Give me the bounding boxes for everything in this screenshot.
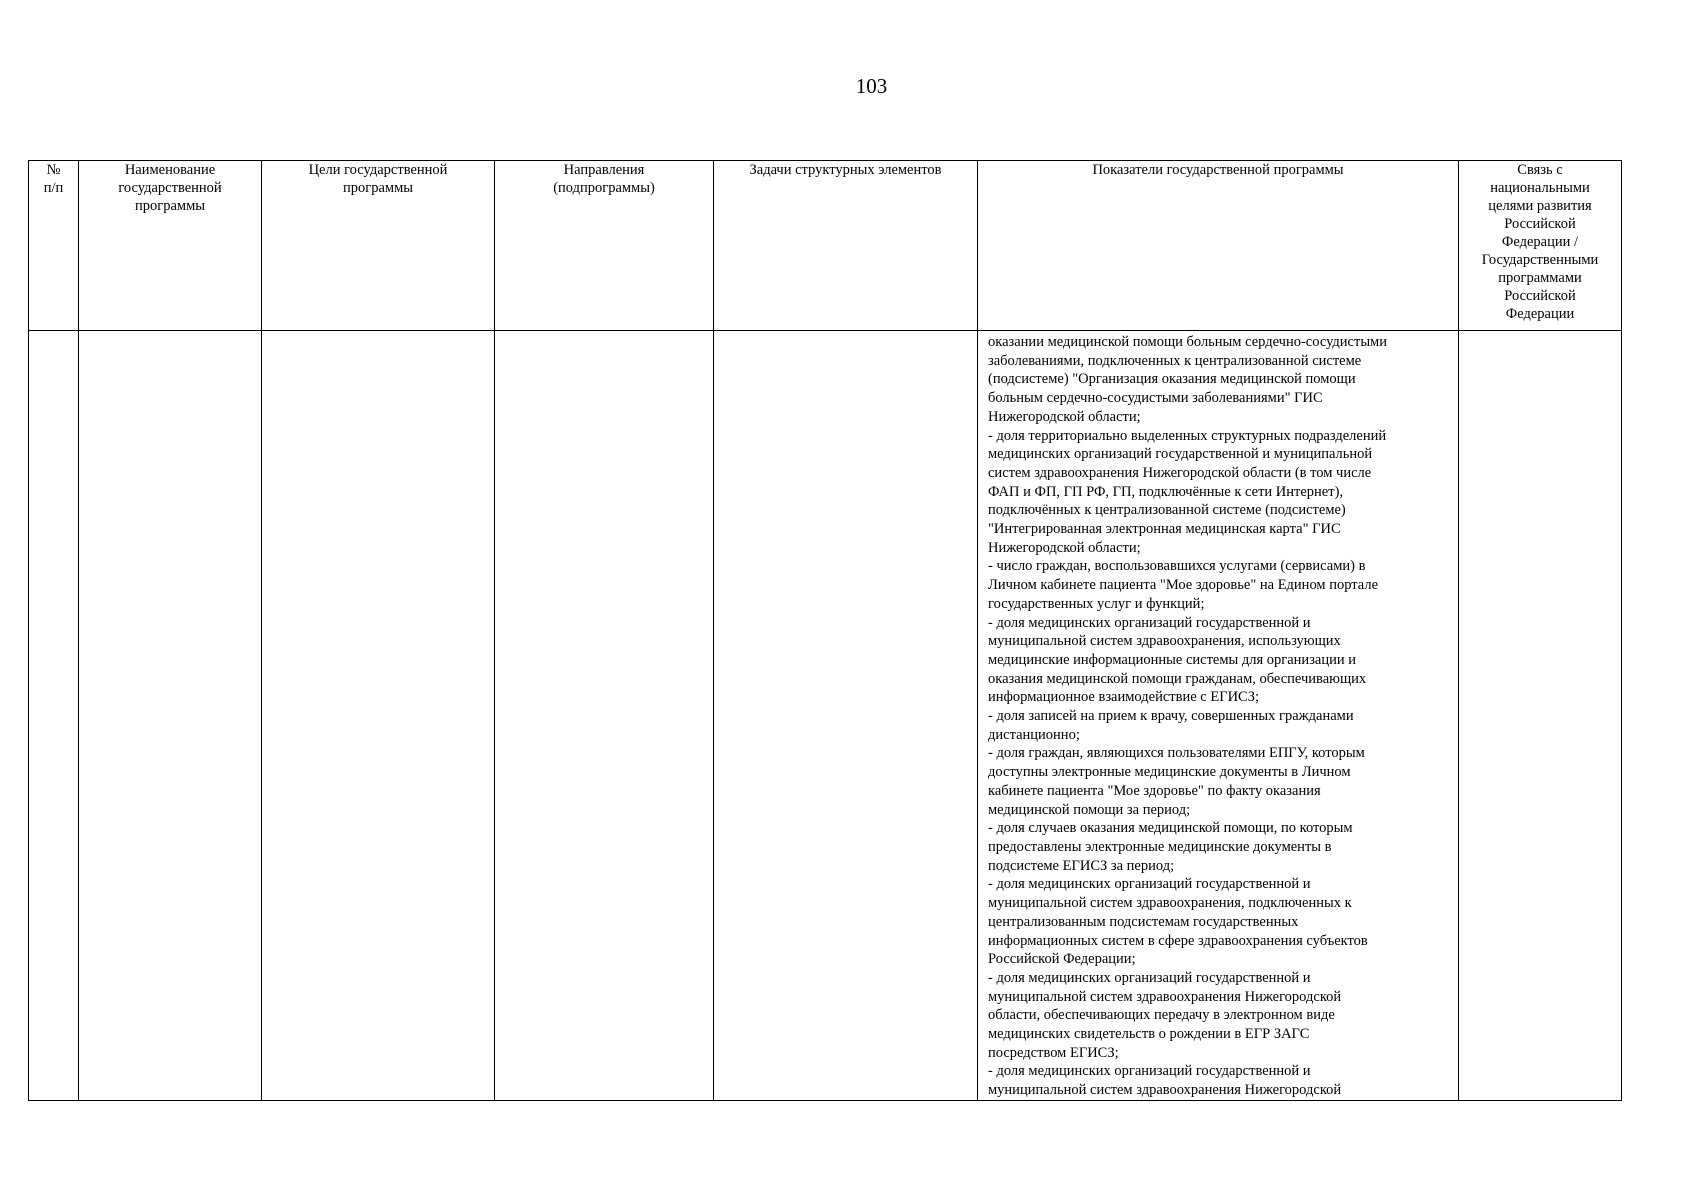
- cell-number: [29, 331, 79, 1101]
- indicator-text-line: муниципальной систем здравоохранения, подключенных к: [988, 895, 1352, 912]
- indicator-text-line: - доля медицинских организаций государственной и: [988, 876, 1311, 893]
- indicator-text-line: заболеваниями, подключенных к централизованной системе: [988, 352, 1362, 369]
- cell-tasks: [714, 331, 978, 1101]
- indicator-text-line: - доля территориально выделенных структурных подразделений: [988, 427, 1387, 444]
- indicator-text-line: медицинских организаций государственной и муниципальной: [988, 446, 1373, 463]
- indicator-text-line: оказания медицинской помощи гражданам, обеспечивающих: [988, 670, 1367, 687]
- indicator-text-line: - доля медицинских организаций государственной и: [988, 1063, 1311, 1080]
- indicator-text-line: Российской Федерации;: [988, 951, 1136, 968]
- indicator-text-line: больным сердечно-сосудистыми заболеваниями" ГИС: [988, 390, 1323, 407]
- header-program-goals: [262, 161, 495, 331]
- indicator-text-line: кабинете пациента "Мое здоровье" по факту оказания: [988, 782, 1321, 799]
- indicator-text-line: медицинской помощи за период;: [988, 801, 1191, 818]
- indicator-text-line: Нижегородской области;: [988, 408, 1141, 425]
- header-program-name: [79, 161, 262, 331]
- indicator-text-line: Личном кабинете пациента "Мое здоровье" на Едином портале: [988, 577, 1379, 594]
- indicator-text-line: - доля записей на прием к врачу, совершенных гражданами: [988, 708, 1354, 725]
- header-label: Цели государственной программы: [308, 162, 448, 196]
- indicator-text-line: области, обеспечивающих передачу в электронном виде: [988, 1007, 1335, 1024]
- header-indicators: [978, 161, 1459, 331]
- indicator-text-line: централизованным подсистемам государственных: [988, 913, 1299, 930]
- header-label: № п/п: [43, 162, 64, 196]
- indicator-text-line: муниципальной систем здравоохранения Нижегородской: [988, 1082, 1342, 1099]
- indicator-text-line: "Интегрированная электронная медицинская карта" ГИС: [988, 521, 1341, 538]
- indicator-text-line: - число граждан, воспользовавшихся услугами (сервисами) в: [988, 558, 1366, 575]
- cell-national-goals-link: [1459, 331, 1622, 1101]
- program-table: [28, 160, 1622, 1101]
- table-header-row: [29, 161, 1622, 331]
- header-number: [29, 161, 79, 331]
- indicator-text-line: подсистеме ЕГИСЗ за период;: [988, 857, 1175, 874]
- header-label: Связь с национальными целями развития Российской Федерации / Государственными программами Российской Федерации: [1481, 162, 1599, 322]
- indicator-text-line: - доля медицинских организаций государственной и: [988, 614, 1311, 631]
- header-directions: [495, 161, 714, 331]
- table-row: [29, 331, 1622, 1101]
- indicator-text-line: дистанционно;: [988, 726, 1080, 743]
- header-label: Показатели государственной программы: [1092, 162, 1344, 178]
- indicator-text-line: Нижегородской области;: [988, 539, 1141, 556]
- indicator-text-line: - доля граждан, являющихся пользователями ЕПГУ, которым: [988, 745, 1365, 762]
- indicator-text-line: посредством ЕГИСЗ;: [988, 1044, 1119, 1061]
- indicator-text-line: ФАП и ФП, ГП РФ, ГП, подключённые к сети Интернет),: [988, 483, 1344, 500]
- header-label: Направления (подпрограммы): [553, 162, 655, 196]
- indicator-text-line: подключённых к централизованной системе (подсистеме): [988, 502, 1346, 519]
- cell-directions: [495, 331, 714, 1101]
- indicator-text-line: информационное взаимодействие с ЕГИСЗ;: [988, 689, 1260, 706]
- indicator-text-line: информационных систем в сфере здравоохранения субъектов: [988, 932, 1368, 949]
- header-label: Наименование государственной программы: [118, 162, 222, 214]
- page-number: 103: [855, 74, 888, 98]
- indicator-text-line: (подсистеме) "Организация оказания медицинской помощи: [988, 371, 1356, 388]
- indicator-text-line: медицинских свидетельств о рождении в ЕГР ЗАГС: [988, 1026, 1310, 1043]
- indicator-text-line: систем здравоохранения Нижегородской области (в том числе: [988, 464, 1372, 481]
- indicator-text-line: предоставлены электронные медицинские документы в: [988, 838, 1332, 855]
- cell-program-name: [79, 331, 262, 1101]
- indicator-text-line: государственных услуг и функций;: [988, 595, 1205, 612]
- cell-indicators: [978, 331, 1459, 1101]
- indicator-text-line: муниципальной систем здравоохранения Нижегородской: [988, 988, 1342, 1005]
- header-label: Задачи структурных элементов: [749, 162, 942, 178]
- indicator-text-line: - доля медицинских организаций государственной и: [988, 969, 1311, 986]
- indicator-text-line: медицинские информационные системы для организации и: [988, 651, 1357, 668]
- indicator-text-line: - доля случаев оказания медицинской помощи, по которым: [988, 820, 1353, 837]
- indicator-text-line: доступны электронные медицинские документы в Личном: [988, 764, 1351, 781]
- indicator-text-line: оказании медицинской помощи больным сердечно-сосудистыми: [988, 334, 1387, 350]
- header-tasks: [714, 161, 978, 331]
- header-national-goals-link: [1459, 161, 1622, 331]
- cell-program-goals: [262, 331, 495, 1101]
- indicator-text-line: муниципальной систем здравоохранения, использующих: [988, 633, 1341, 650]
